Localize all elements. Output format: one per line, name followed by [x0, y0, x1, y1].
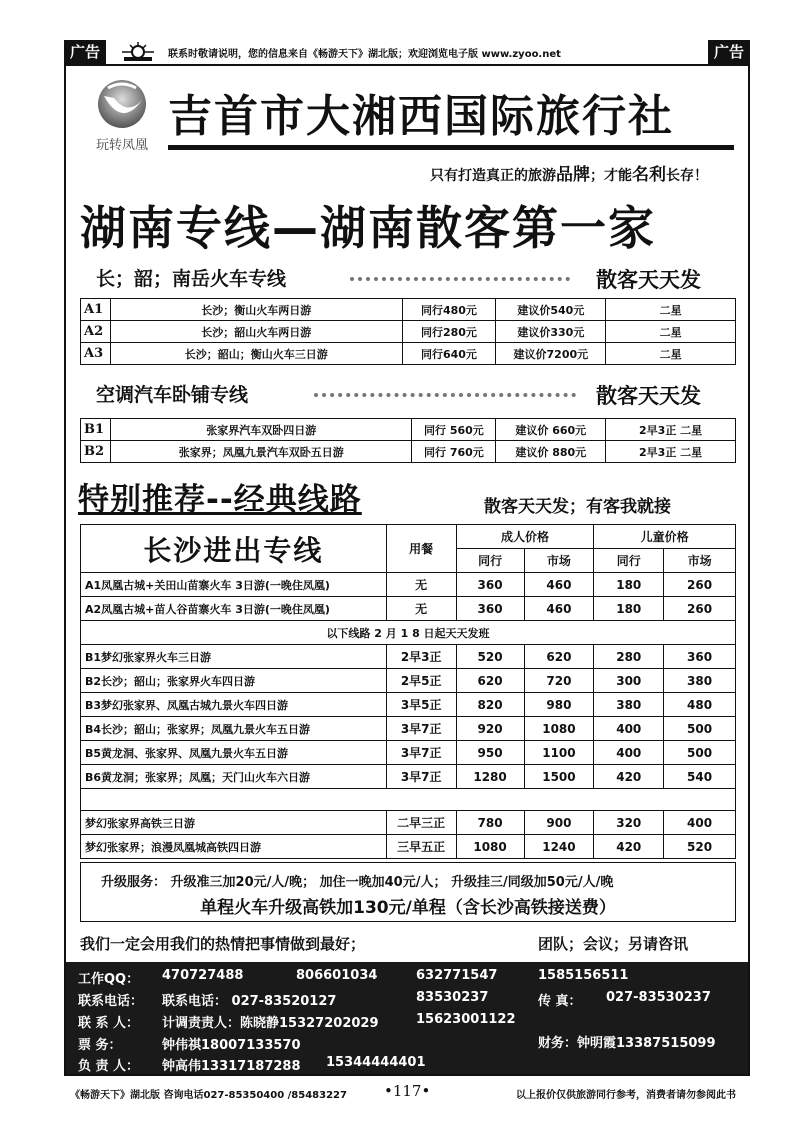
table-row [81, 645, 736, 669]
phoenix-swirl-icon [84, 76, 160, 134]
section-b-header [96, 380, 726, 408]
upgrade-box [80, 862, 736, 922]
suggested-price: 建议价 880元 [496, 441, 606, 463]
adult-market-price: 720 [524, 669, 594, 693]
adult-market-price: 620 [524, 645, 594, 669]
company-logo [84, 76, 160, 156]
col-adult-market: 市场 [524, 549, 594, 573]
meal-plan: 2早3正 [386, 645, 456, 669]
logo-text: 玩转凤凰 [95, 138, 148, 153]
route-name: 长沙；韶山火车两日游 [110, 321, 402, 343]
adult-peer-price: 620 [456, 669, 524, 693]
route-code: A2 [81, 321, 111, 343]
boss-value-2: 15344444401 [326, 1055, 426, 1070]
blank-cell [81, 789, 736, 811]
blank-row [81, 789, 736, 811]
adult-peer-price: 360 [456, 597, 524, 621]
table-row [81, 597, 736, 621]
child-market-price: 400 [664, 811, 736, 835]
tel-label: 联系电话： [78, 994, 144, 1009]
child-peer-price: 320 [594, 811, 664, 835]
table-header-row [81, 525, 736, 549]
child-market-price: 540 [664, 765, 736, 789]
child-peer-price: 380 [594, 693, 664, 717]
schedule-note: 以下线路 2 月 1 8 日起天天发班 [81, 621, 736, 645]
adult-peer-price: 360 [456, 573, 524, 597]
route-code: B1 [81, 419, 111, 441]
qq-number: 806601034 [296, 968, 378, 983]
table-row [81, 741, 736, 765]
topbar-info-text: 联系时敬请说明，您的信息来自《畅游天下》湖北版；欢迎浏览电子版 www.zyoo.net [168, 49, 561, 60]
tel-value: 联系电话： 027-83520127 [162, 994, 337, 1009]
dotted-leader [350, 277, 570, 281]
table-row [81, 669, 736, 693]
section-a-tag: 散客天天发 [596, 268, 701, 292]
col-child-market: 市场 [664, 549, 736, 573]
route-name: B3梦幻张家界、凤凰古城九景火车四日游 [81, 693, 387, 717]
tel-value-2: 83530237 [416, 990, 489, 1005]
contact-panel [66, 962, 748, 1074]
adult-peer-price: 920 [456, 717, 524, 741]
section-a-table [80, 298, 736, 365]
meal-plan: 3早5正 [386, 693, 456, 717]
person-value: 计调责责人：陈晓静15327202029 [162, 1016, 379, 1031]
slogan-part: 长存！ [666, 168, 708, 184]
promise-text: 我们一定会用我们的热情把事情做到最好； [80, 935, 366, 953]
child-peer-price: 180 [594, 597, 664, 621]
suggested-price: 建议价 660元 [496, 419, 606, 441]
route-name: 长沙；衡山火车两日游 [110, 299, 402, 321]
col-meal: 用餐 [386, 525, 456, 573]
footer-left: 《畅游天下》湖北版 咨询电话027-85350400 /85483227 [70, 1090, 347, 1101]
suggested-price: 建议价7200元 [496, 343, 606, 365]
table-row [81, 573, 736, 597]
hotel-grade: 二星 [606, 343, 736, 365]
adult-market-price: 1500 [524, 765, 594, 789]
child-peer-price: 280 [594, 645, 664, 669]
qq-number: 1585156511 [538, 968, 629, 983]
adult-market-price: 900 [524, 811, 594, 835]
section-b-tag: 散客天天发 [596, 384, 701, 408]
adult-market-price: 980 [524, 693, 594, 717]
boss-label: 负 责 人： [78, 1059, 140, 1074]
peer-price: 同行 560元 [412, 419, 496, 441]
child-peer-price: 300 [594, 669, 664, 693]
table-row [81, 321, 736, 343]
child-market-price: 260 [664, 573, 736, 597]
adult-market-price: 460 [524, 597, 594, 621]
qq-number: 470727488 [162, 968, 244, 983]
note-row [81, 621, 736, 645]
adult-market-price: 1080 [524, 717, 594, 741]
fax-label: 传 真： [538, 994, 582, 1009]
route-name: 梦幻张家界高铁三日游 [81, 811, 387, 835]
slogan [430, 160, 708, 185]
section-b-title: 空调汽车卧铺专线 [96, 384, 249, 406]
table-row [81, 811, 736, 835]
table-row [81, 693, 736, 717]
ad-tag-right: 广告 [708, 40, 750, 64]
upgrade-services: 升级服务： 升级准三加20元/人/晚； 加住一晚加40元/人； 升级挂三/同级加50元/人/晚 [101, 875, 614, 890]
table-row [81, 717, 736, 741]
child-market-price: 500 [664, 717, 736, 741]
hotel-grade: 二星 [606, 321, 736, 343]
suggested-price: 建议价330元 [496, 321, 606, 343]
table-title: 长沙进出专线 [81, 525, 387, 573]
child-market-price: 520 [664, 835, 736, 859]
person-value-2: 15623001122 [416, 1012, 516, 1027]
col-child-peer: 同行 [594, 549, 664, 573]
route-name: B5黄龙洞、张家界、凤凰九景火车五日游 [81, 741, 387, 765]
table-row [81, 419, 736, 441]
child-market-price: 500 [664, 741, 736, 765]
adult-peer-price: 820 [456, 693, 524, 717]
section-a-title: 长；韶；南岳火车专线 [96, 268, 287, 290]
changsha-route-table [80, 524, 736, 859]
peer-price: 同行 760元 [412, 441, 496, 463]
upgrade-highspeed: 单程火车升级高铁加130元/单程（含长沙高铁接送费） [200, 898, 616, 918]
child-peer-price: 420 [594, 765, 664, 789]
page-number: •117• [384, 1082, 431, 1100]
col-adult: 成人价格 [456, 525, 594, 549]
adult-peer-price: 1080 [456, 835, 524, 859]
hotel-grade: 2早3正 二星 [606, 419, 736, 441]
adult-market-price: 460 [524, 573, 594, 597]
col-adult-peer: 同行 [456, 549, 524, 573]
child-peer-price: 420 [594, 835, 664, 859]
meal-plan: 3早7正 [386, 741, 456, 765]
ticket-label: 票 务： [78, 1038, 122, 1053]
special-subtitle: 散客天天发；有客我就接 [484, 497, 671, 517]
meal-plan: 2早5正 [386, 669, 456, 693]
company-underline [168, 145, 734, 150]
meal-plan: 3早7正 [386, 765, 456, 789]
route-name: B4长沙；韶山；张家界；凤凰九景火车五日游 [81, 717, 387, 741]
slogan-part: 品牌 [556, 165, 590, 185]
adult-market-price: 1240 [524, 835, 594, 859]
qq-label: 工作QQ： [78, 972, 140, 987]
route-code: A3 [81, 343, 111, 365]
slogan-part: 名利 [632, 165, 666, 185]
section-a-header [96, 264, 726, 292]
route-name: B2长沙；韶山；张家界火车四日游 [81, 669, 387, 693]
suggested-price: 建议价540元 [496, 299, 606, 321]
ad-tag-left: 广告 [64, 40, 106, 64]
top-ad-bar [64, 40, 750, 64]
adult-peer-price: 1280 [456, 765, 524, 789]
finance-value: 财务：钟明霞13387515099 [538, 1036, 716, 1051]
child-peer-price: 180 [594, 573, 664, 597]
adult-peer-price: 780 [456, 811, 524, 835]
company-name: 吉首市大湘西国际旅行社 [168, 91, 674, 142]
table-row [81, 765, 736, 789]
child-peer-price: 400 [594, 717, 664, 741]
meal-plan: 三早五正 [386, 835, 456, 859]
col-child: 儿童价格 [594, 525, 736, 549]
slogan-part: 只有打造真正的旅游 [430, 168, 556, 184]
route-code: B2 [81, 441, 111, 463]
route-name: 长沙；韶山；衡山火车三日游 [110, 343, 402, 365]
route-code: A1 [81, 299, 111, 321]
meal-plan: 无 [386, 573, 456, 597]
child-market-price: 260 [664, 597, 736, 621]
section-b-table [80, 418, 736, 463]
route-name: A1凤凰古城+关田山苗寨火车 3日游(一晚住凤凰) [81, 573, 387, 597]
footer-right: 以上报价仅供旅游同行参考，消费者请勿参阅此书 [516, 1090, 736, 1101]
meal-plan: 3早7正 [386, 717, 456, 741]
special-title: 特别推荐--经典线路 [78, 482, 362, 518]
table-row [81, 441, 736, 463]
child-peer-price: 400 [594, 741, 664, 765]
dotted-leader [314, 393, 576, 397]
table-row [81, 835, 736, 859]
table-row [81, 343, 736, 365]
slogan-part: ；才能 [590, 168, 632, 184]
ticket-value: 钟伟祺18007133570 [162, 1038, 301, 1053]
adult-peer-price: 520 [456, 645, 524, 669]
boss-value: 钟高伟13317187288 [162, 1059, 301, 1074]
table-row [81, 299, 736, 321]
child-market-price: 380 [664, 669, 736, 693]
peer-price: 同行480元 [402, 299, 496, 321]
route-name: 张家界汽车双卧四日游 [110, 419, 411, 441]
route-name: A2凤凰古城+苗人谷苗寨火车 3日游(一晚住凤凰) [81, 597, 387, 621]
meal-plan: 无 [386, 597, 456, 621]
adult-peer-price: 950 [456, 741, 524, 765]
route-name: B1梦幻张家界火车三日游 [81, 645, 387, 669]
qq-number: 632771547 [416, 968, 498, 983]
route-name: 张家界；凤凰九景汽车双卧五日游 [110, 441, 411, 463]
hotel-grade: 二星 [606, 299, 736, 321]
headline: 湖南专线—湖南散客第一家 [80, 201, 656, 255]
meal-plan: 二早三正 [386, 811, 456, 835]
peer-price: 同行640元 [402, 343, 496, 365]
route-name: 梦幻张家界；浪漫凤凰城高铁四日游 [81, 835, 387, 859]
fax-value: 027-83530237 [606, 990, 711, 1005]
peer-price: 同行280元 [402, 321, 496, 343]
route-name: B6黄龙洞；张家界；凤凰；天门山火车六日游 [81, 765, 387, 789]
hotel-grade: 2早3正 二星 [606, 441, 736, 463]
magazine-logo-icon [118, 41, 158, 63]
adult-market-price: 1100 [524, 741, 594, 765]
child-market-price: 480 [664, 693, 736, 717]
person-label: 联 系 人： [78, 1016, 140, 1031]
child-market-price: 360 [664, 645, 736, 669]
group-consult-text: 团队；会议；另请咨讯 [538, 935, 689, 953]
